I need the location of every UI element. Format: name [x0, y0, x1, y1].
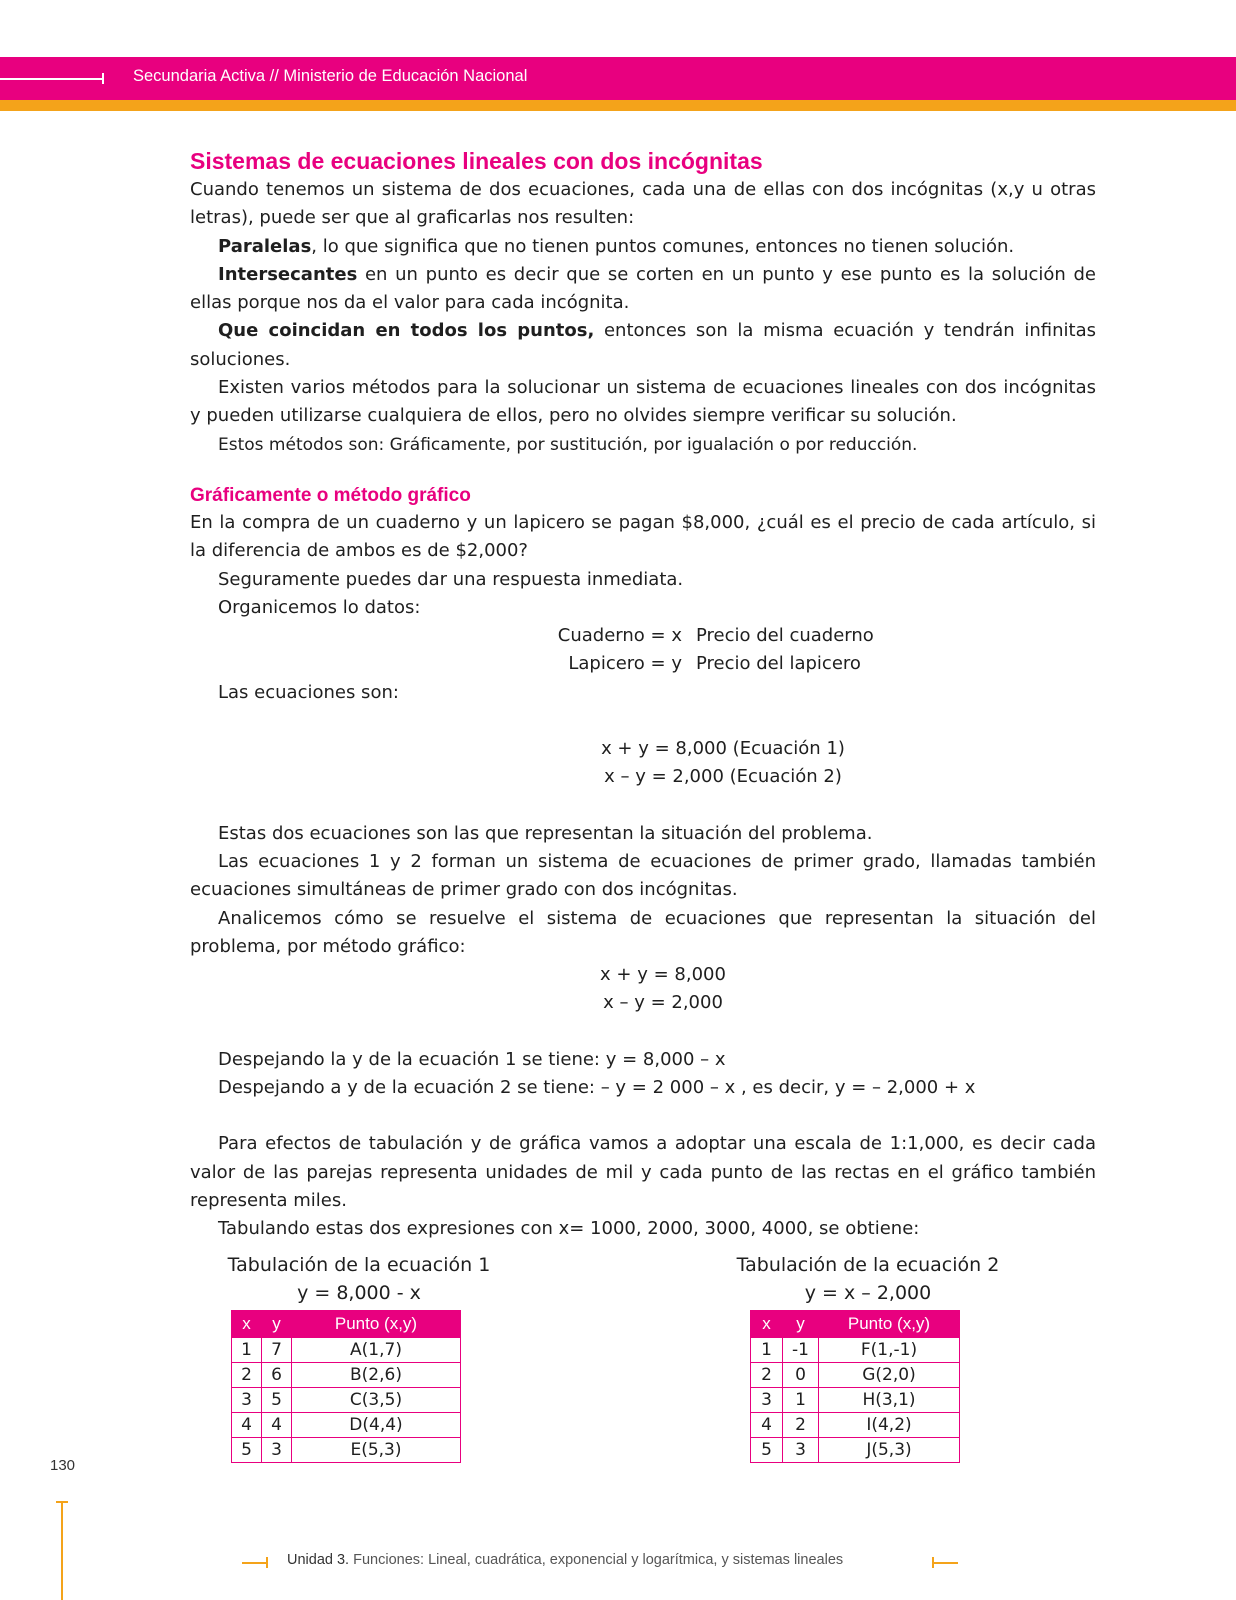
table1-header-row	[232, 1311, 461, 1338]
def-lapicero-desc: Precio del lapicero	[696, 653, 861, 675]
table-row	[751, 1413, 960, 1438]
equation-1: x + y = 8,000 (Ecuación 1)	[601, 738, 845, 760]
table-cell: 5	[232, 1438, 262, 1463]
table-cell: 3	[262, 1438, 292, 1463]
table-cell: G(2,0)	[819, 1363, 960, 1388]
table-cell: 3	[783, 1438, 819, 1463]
header-text: Secundaria Activa // Ministerio de Educación Nacional	[133, 67, 528, 85]
solve-y-eq1: Despejando la y de la ecuación 1 se tiene: y = 8,000 – x	[218, 1048, 726, 1070]
spacer	[190, 1102, 1096, 1130]
table-row	[751, 1438, 960, 1463]
equation-2: x – y = 2,000 (Ecuación 2)	[604, 766, 842, 788]
main-content	[190, 146, 1096, 1244]
spacer	[190, 792, 1096, 820]
table-cell: 4	[232, 1413, 262, 1438]
table-cell: 1	[783, 1388, 819, 1413]
footer-text: Funciones: Lineal, cuadrática, exponencial y logarítmica, y sistemas lineales	[349, 1552, 844, 1568]
table-cell: 2	[751, 1363, 783, 1388]
def-cuaderno-var: Cuaderno = x	[557, 625, 682, 647]
table2-equation: y = x – 2,000	[804, 1282, 932, 1304]
term-intersecantes: Intersecantes	[218, 263, 358, 285]
methods-list: Estos métodos son: Gráficamente, por sustitución, por igualación o por reducción.	[218, 434, 918, 455]
spacer	[190, 707, 1096, 735]
table-row	[232, 1413, 461, 1438]
table-row	[232, 1363, 461, 1388]
equations-label: Las ecuaciones son:	[218, 681, 399, 703]
table-cell: 5	[751, 1438, 783, 1463]
header-accent-strip	[0, 100, 1236, 111]
table-cell: 5	[262, 1388, 292, 1413]
table-cell: I(4,2)	[819, 1413, 960, 1438]
table-row	[751, 1338, 960, 1363]
term-coinciden: Que coincidan en todos los puntos,	[218, 320, 595, 342]
table-row	[232, 1338, 461, 1363]
scale-paragraph: Para efectos de tabulación y de gráfica vamos a adoptar una escala de 1:1,000, es decir cada valor de las parejas representa unidades de mil y cada punto de las rectas en el gráfico también representa miles.	[190, 1133, 1096, 1211]
intro-paragraph: Cuando tenemos un sistema de dos ecuaciones, cada una de ellas con dos incógnitas (x,y u otras letras), puede ser que al graficarlas nos resulten:	[190, 179, 1096, 229]
footer-rule-left	[242, 1562, 268, 1564]
table1-header-x: x	[232, 1311, 262, 1338]
table-cell: 3	[232, 1388, 262, 1413]
solve-y-eq2: Despejando a y de la ecuación 2 se tiene: – y = 2 000 – x , es decir, y = – 2,000 + x	[218, 1077, 976, 1099]
section-title-grafico: Gráficamente o método gráfico	[190, 484, 471, 506]
table-cell: 1	[232, 1338, 262, 1363]
case-coinciden	[190, 317, 1096, 374]
text-coinciden: entonces son la misma ecuación y tendrán infinitas soluciones.	[190, 320, 1096, 370]
text-paralelas: , lo que significa que no tienen puntos comunes, entonces no tienen solución.	[311, 235, 1015, 257]
table-cell: F(1,-1)	[819, 1338, 960, 1363]
table-row	[751, 1388, 960, 1413]
table-cell: 0	[783, 1363, 819, 1388]
table1-title: Tabulación de la ecuación 1	[227, 1254, 491, 1276]
table-cell: 2	[783, 1413, 819, 1438]
analysis-paragraph: Analicemos cómo se resuelve el sistema de ecuaciones que representan la situación del problema, por método gráfico:	[190, 907, 1096, 957]
footer-unit: Unidad 3.	[287, 1552, 350, 1568]
table-cell: 7	[262, 1338, 292, 1363]
table1-equation: y = 8,000 - x	[297, 1282, 421, 1304]
header-rule	[0, 78, 103, 80]
table-row	[232, 1388, 461, 1413]
answer-paragraph: Seguramente puedes dar una respuesta inmediata.	[218, 568, 684, 590]
situation-paragraph: Estas dos ecuaciones son las que representan la situación del problema.	[218, 822, 873, 844]
table-cell: 2	[232, 1363, 262, 1388]
page-number: 130	[50, 1457, 76, 1474]
table-row	[751, 1363, 960, 1388]
table-cell: 1	[751, 1338, 783, 1363]
margin-rule	[61, 1502, 63, 1600]
footer-rule-left-tick	[266, 1557, 268, 1568]
variable-definitions	[422, 622, 1096, 679]
def-cuaderno-desc: Precio del cuaderno	[696, 625, 874, 647]
system-equation-2: x – y = 2,000	[603, 992, 723, 1014]
table1	[231, 1310, 461, 1463]
table-cell: 6	[262, 1363, 292, 1388]
organize-paragraph: Organicemos lo datos:	[218, 596, 421, 618]
table-cell: B(2,6)	[292, 1363, 461, 1388]
footer-rule-right	[932, 1562, 958, 1564]
table2	[750, 1310, 960, 1463]
page-title: Sistemas de ecuaciones lineales con dos incógnitas	[190, 148, 763, 174]
tabulation-paragraph: Tabulando estas dos expresiones con x= 1000, 2000, 3000, 4000, se obtiene:	[218, 1218, 920, 1240]
header-rule-tick	[102, 73, 104, 84]
table1-header-point: Punto (x,y)	[292, 1311, 461, 1338]
table-cell: H(3,1)	[819, 1388, 960, 1413]
table2-header-x: x	[751, 1311, 783, 1338]
case-paralelas	[190, 233, 1096, 261]
table-cell: J(5,3)	[819, 1438, 960, 1463]
system-equation-1: x + y = 8,000	[600, 964, 726, 986]
problem-statement: En la compra de un cuaderno y un lapicero se pagan $8,000, ¿cuál es el precio de cada artículo, si la diferencia de ambos es de $2,000?	[190, 511, 1096, 562]
table-row	[232, 1438, 461, 1463]
text-intersecantes: en un punto es decir que se corten en un punto y ese punto es la solución de ellas porque nos da el valor para cada incógnita.	[190, 263, 1096, 314]
table2-title: Tabulación de la ecuación 2	[736, 1254, 1000, 1276]
table-cell: 4	[262, 1413, 292, 1438]
system-paragraph: Las ecuaciones 1 y 2 forman un sistema de ecuaciones de primer grado, llamadas también ecuaciones simultáneas de primer grado con dos incógnitas.	[190, 850, 1096, 901]
table-cell: -1	[783, 1338, 819, 1363]
methods-paragraph: Existen varios métodos para la solucionar un sistema de ecuaciones lineales con dos incógnitas y pueden utilizarse cualquiera de ellos, pero no olvides siempre verificar su solución.	[190, 377, 1096, 427]
table-cell: E(5,3)	[292, 1438, 461, 1463]
table-cell: 3	[751, 1388, 783, 1413]
table-cell: D(4,4)	[292, 1413, 461, 1438]
table-cell: 4	[751, 1413, 783, 1438]
term-paralelas: Paralelas	[218, 235, 312, 257]
table2-header-y: y	[783, 1311, 819, 1338]
def-lapicero-var: Lapicero = y	[568, 653, 682, 675]
table-cell: A(1,7)	[292, 1338, 461, 1363]
case-intersecantes	[190, 261, 1096, 318]
table-cell: C(3,5)	[292, 1388, 461, 1413]
spacer	[190, 1018, 1096, 1046]
table1-header-y: y	[262, 1311, 292, 1338]
table2-header-row	[751, 1311, 960, 1338]
footer	[287, 1552, 843, 1568]
table2-header-point: Punto (x,y)	[819, 1311, 960, 1338]
footer-rule-right-tick	[932, 1557, 934, 1568]
